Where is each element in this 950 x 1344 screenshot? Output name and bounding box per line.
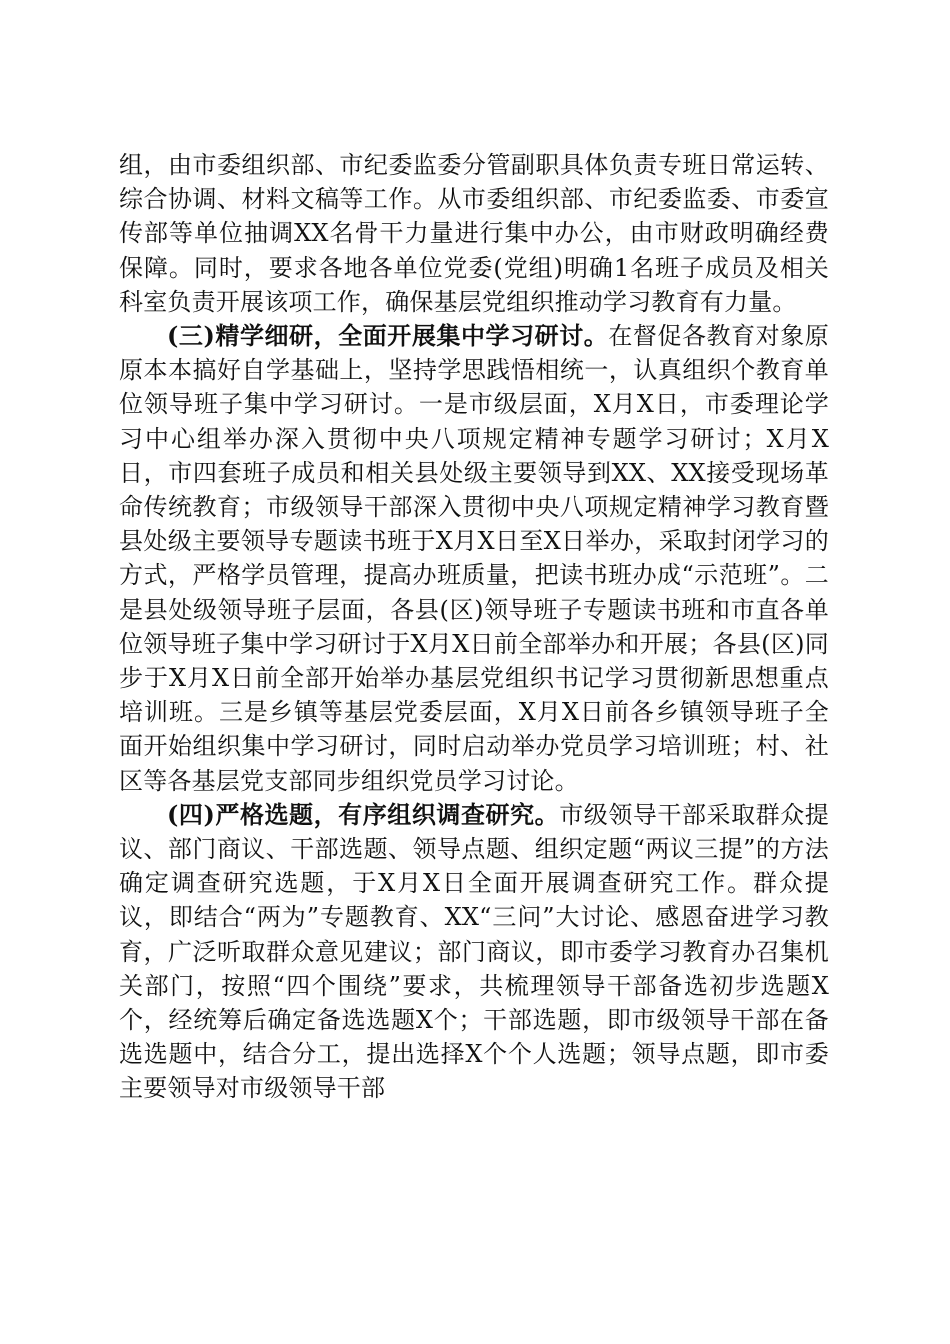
section-heading-3: (三)精学细研，全面开展集中学习研讨。: [167, 321, 609, 351]
paragraph-1: [119, 148, 829, 319]
section-heading-4: (四)严格选题，有序组织调查研究。: [167, 799, 560, 829]
paragraph-2-text: 在督促各教育对象原原本本搞好自学基础上，坚持学思践悟相统一，认真组织个教育单位领导班子集中学习研讨。一是市级层面，X月X日，市委理论学习中心组举办深入贯彻中央八项规定精神专题学习研讨；X月X日，市四套班子成员和相关县处级主要领导到XX、XX接受现场革命传统教育；市级领导干部深入贯彻中央八项规定精神学习教育暨县处级主要领导专题读书班于X月X日至X日举办，采取封闭学习的方式，严格学员管理，提高办班质量，把读书班办成“示范班”。二是县处级领导班子层面，各县(区)领导班子专题读书班和市直各单位领导班子集中学习研讨于X月X日前全部举办和开展；各县(区)同步于X月X日前全部开始举办基层党组织书记学习贯彻新思想重点培训班。三是乡镇等基层党委层面，X月X日前各乡镇领导班子全面开始组织集中学习研讨，同时启动举办党员学习培训班；村、社区等各基层党支部同步组织党员学习讨论。: [119, 322, 829, 795]
paragraph-1-text: 组，由市委组织部、市纪委监委分管副职具体负责专班日常运转、综合协调、材料文稿等工作。从市委组织部、市纪委监委、市委宣传部等单位抽调XX名骨干力量进行集中办公，由市财政明确经费保障。同时，要求各地各单位党委(党组)明确1名班子成员及相关科室负责开展该项工作，确保基层党组织推动学习教育有力量。: [119, 151, 829, 316]
paragraph-2: [119, 319, 829, 798]
paragraph-3-text: 市级领导干部采取群众提议、部门商议、干部选题、领导点题、组织定题“两议三提”的方法确定调查研究选题，于X月X日全面开展调查研究工作。群众提议，即结合“两为”专题教育、XX“三问”大讨论、感恩奋进学习教育，广泛听取群众意见建议；部门商议，即市委学习教育办召集机关部门，按照“四个围绕”要求，共梳理领导干部备选初步选题X个，经统筹后确定备选选题X个；干部选题，即市级领导干部在备选选题中，结合分工，提出选择X个个人选题；领导点题，即市委主要领导对市级领导干部: [119, 800, 829, 1103]
paragraph-3: [119, 798, 829, 1106]
document-page: [119, 148, 829, 1106]
